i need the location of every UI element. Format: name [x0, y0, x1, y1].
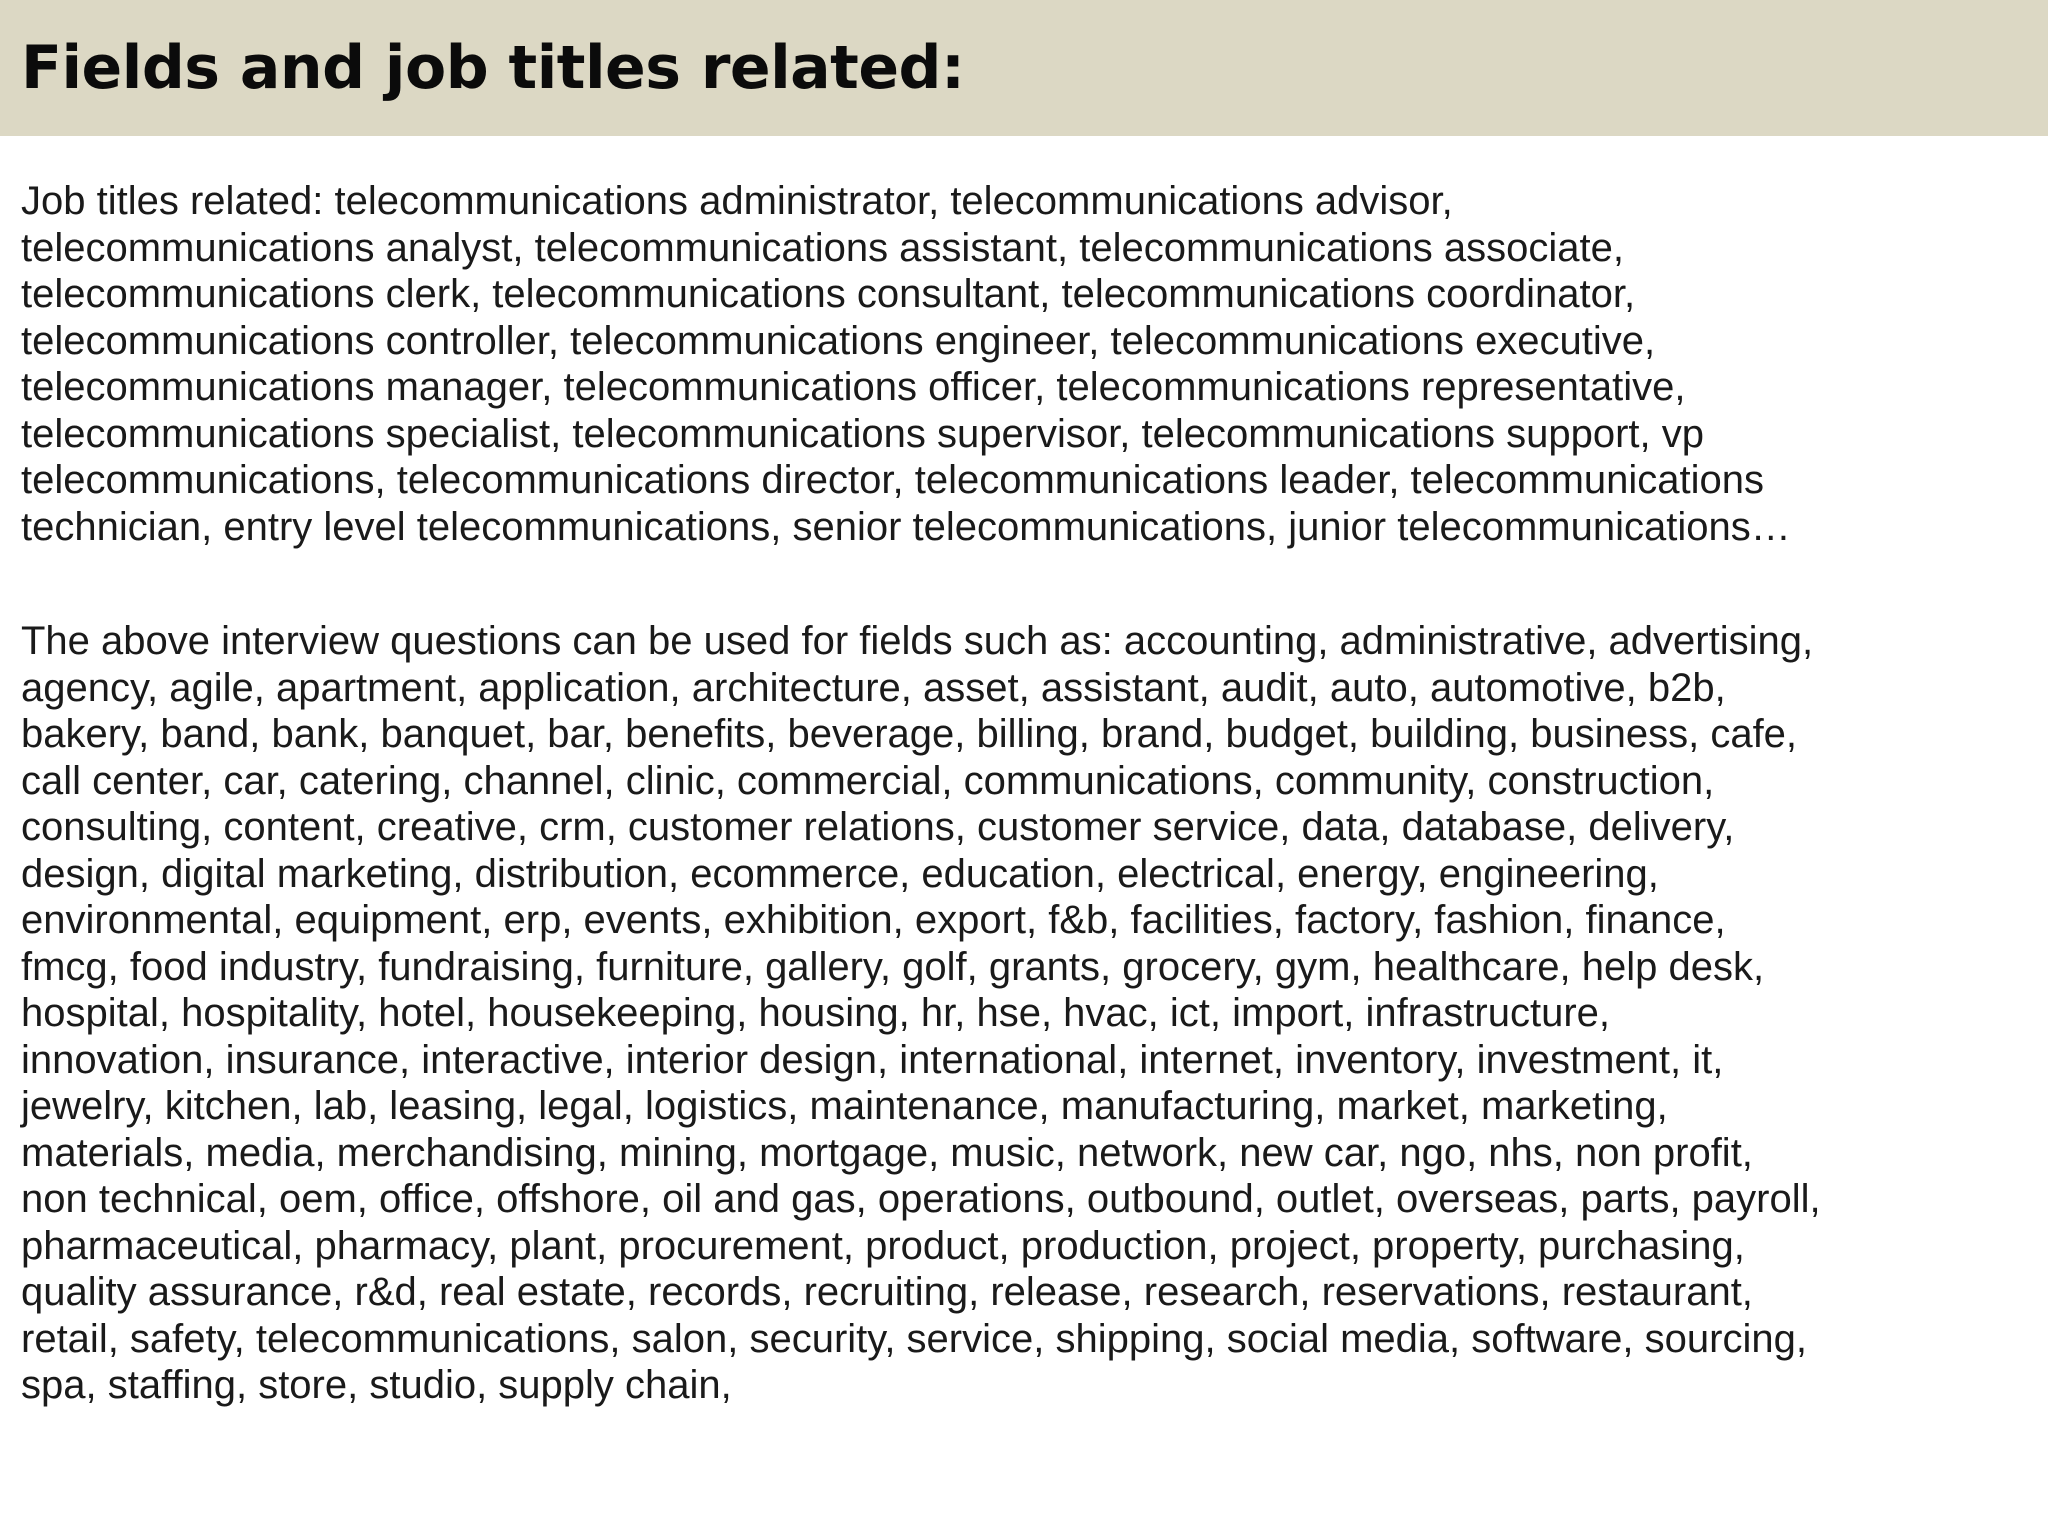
job-titles-line: technician, entry level telecommunications, senior telecommunications, junior telecommunications… [21, 504, 1791, 549]
fields-paragraph [21, 618, 2031, 1409]
fields-line: innovation, insurance, interactive, interior design, international, internet, inventory, investment, it, [21, 1037, 1724, 1082]
fields-line: jewelry, kitchen, lab, leasing, legal, logistics, maintenance, manufacturing, market, marketing, [21, 1084, 1668, 1128]
fields-line: non technical, oem, office, offshore, oil and gas, operations, outbound, outlet, overseas, parts, payroll, [21, 1177, 1821, 1221]
fields-line: quality assurance, r&d, real estate, records, recruiting, release, research, reservations, restaurant, [21, 1270, 1753, 1314]
fields-line: hospital, hospitality, hotel, housekeeping, housing, hr, hse, hvac, ict, import, infrastructure, [21, 991, 1611, 1035]
job-titles-line: telecommunications, telecommunications director, telecommunications leader, telecommunications [21, 458, 1765, 502]
fields-line: retail, safety, telecommunications, salon, security, service, shipping, social media, software, sourcing, [21, 1316, 1807, 1361]
fields-line: consulting, content, creative, crm, customer relations, customer service, data, database, delivery, [21, 805, 1735, 849]
job-titles-paragraph [21, 178, 2031, 550]
fields-line: materials, media, merchandising, mining, mortgage, music, network, new car, ngo, nhs, non profit, [21, 1130, 1753, 1175]
job-titles-line: Job titles related: telecommunications administrator, telecommunications advisor, [21, 179, 1453, 223]
job-titles-line: telecommunications clerk, telecommunications consultant, telecommunications coordinator, [21, 272, 1636, 316]
fields-line: spa, staffing, store, studio, supply chain, [21, 1363, 732, 1407]
slide-title: Fields and job titles related: [21, 33, 965, 103]
fields-line: agency, agile, apartment, application, architecture, asset, assistant, audit, auto, automotive, b2b, [21, 665, 1726, 710]
fields-line: fmcg, food industry, fundraising, furniture, gallery, golf, grants, grocery, gym, healthcare, help desk, [21, 944, 1765, 989]
fields-line: call center, car, catering, channel, clinic, commercial, communications, community, construction, [21, 758, 1715, 803]
title-bar [0, 0, 2048, 136]
fields-line: bakery, band, bank, banquet, bar, benefits, beverage, billing, brand, budget, building, business, cafe, [21, 712, 1798, 756]
job-titles-line: telecommunications specialist, telecommunications supervisor, telecommunications support, vp [21, 411, 1704, 456]
fields-line: environmental, equipment, erp, events, exhibition, export, f&b, facilities, factory, fashion, finance, [21, 898, 1726, 942]
job-titles-line: telecommunications analyst, telecommunications assistant, telecommunications associate, [21, 225, 1624, 270]
job-titles-line: telecommunications manager, telecommunications officer, telecommunications representative, [21, 365, 1686, 409]
fields-line: design, digital marketing, distribution, ecommerce, education, electrical, energy, engineering, [21, 851, 1659, 896]
job-titles-line: telecommunications controller, telecommunications engineer, telecommunications executive, [21, 318, 1656, 363]
fields-line: pharmaceutical, pharmacy, plant, procurement, product, production, project, property, purchasing, [21, 1223, 1745, 1268]
fields-line: The above interview questions can be used for fields such as: accounting, administrative, advertising, [21, 619, 1814, 663]
